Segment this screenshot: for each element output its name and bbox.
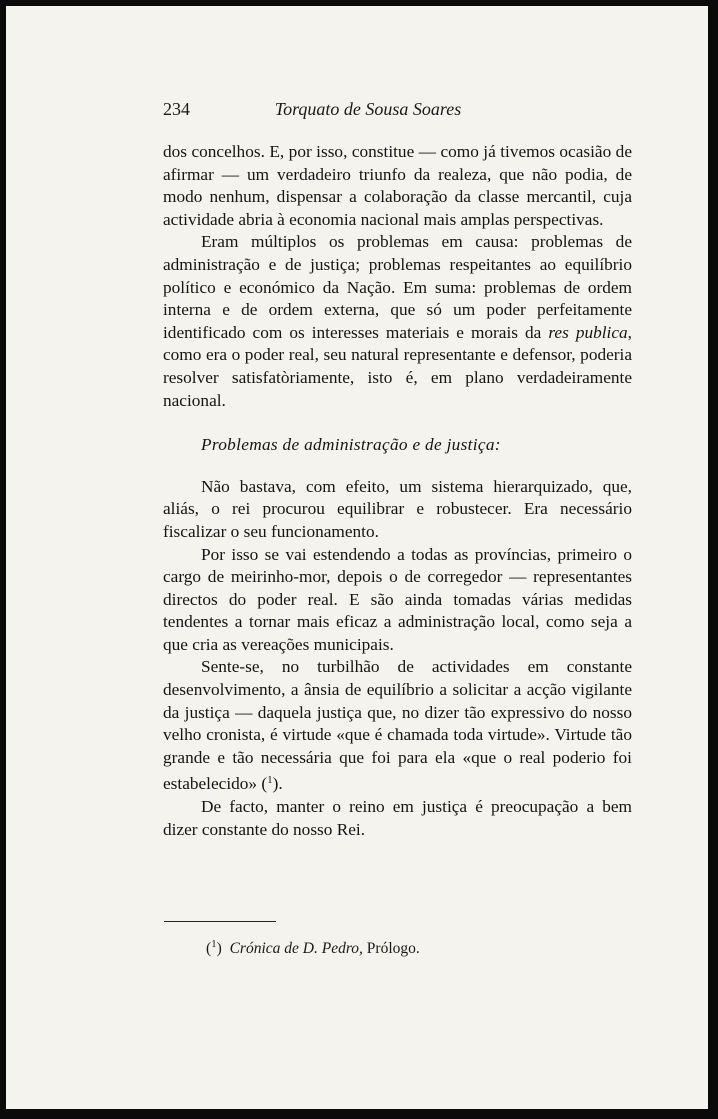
paragraph <box>163 231 632 412</box>
paragraph <box>163 656 632 796</box>
footnote-divider <box>164 921 276 922</box>
footnote-reference[interactable]: 1 <box>267 774 273 787</box>
running-title: Torquato de Sousa Soares <box>274 99 462 119</box>
body-text <box>163 141 632 841</box>
page-number: 234 <box>163 99 190 119</box>
book-page <box>6 6 708 1109</box>
footnote-text: Prólogo. <box>366 940 420 957</box>
paragraph-text: Eram múltiplos os problemas em causa: problemas de administração e de justiça; problemas respeitantes ao equilíbrio político e económico da Nação. Em suma: problemas de ordem interna e de ordem externa, que só um poder perfeitamente identificado com os interesses materiais e morais da <box>163 232 632 342</box>
footnote <box>206 938 420 958</box>
page-header <box>6 99 708 123</box>
footnote-marker-close: ) <box>216 940 222 957</box>
paragraph-text: ). <box>272 774 283 794</box>
footnote-title: Crónica de D. Pedro, <box>229 940 363 957</box>
paragraph-text: , como era o poder real, seu natural representante e defensor, poderia resolver satisfatòriamente, isto é, em plano verdadeiramente nacional. <box>163 322 632 410</box>
paragraph-text: Sente-se, no turbilhão de actividades em constante desenvolvimento, a ânsia de equilíbrio a solicitar a acção vigilante da justiça — daquela justiça que, no dizer tão expressivo do nosso velho cronista, é virtude «que é chamada toda virtude». Virtude tão grande e tão necessária que foi para ela «que o real poderio foi estabelecido» ( <box>163 657 632 794</box>
paragraph: Não bastava, com efeito, um sistema hierarquizado, que, aliás, o rei procurou equilibrar e robustecer. Era necessário fiscalizar o seu funcionamento. <box>163 476 632 541</box>
section-subheading: Problemas de administração e de justiça: <box>201 435 501 455</box>
paragraph: Por isso se vai estendendo a todas as províncias, primeiro o cargo de meirinho-mor, depois o de corregedor — representantes directos do poder real. E são ainda tomadas várias medidas tendentes a tornar mais eficaz a administração local, como seja a que cria as vereações municipais. <box>163 544 632 654</box>
paragraph: De facto, manter o reino em justiça é preocupação a bem dizer constante do nosso Rei. <box>163 797 632 839</box>
paragraph: dos concelhos. E, por isso, constitue — como já tivemos ocasião de afirmar — um verdadeiro triunfo da realeza, que não podia, de modo nenhum, dispensar a colaboração da classe mercantil, cuja actividade abria à economia nacional mais amplas perspectivas. <box>163 142 632 229</box>
footnote-marker: 1 <box>211 938 217 950</box>
italic-phrase: res publica <box>548 322 628 342</box>
footnote-marker-open: ( <box>206 940 212 957</box>
